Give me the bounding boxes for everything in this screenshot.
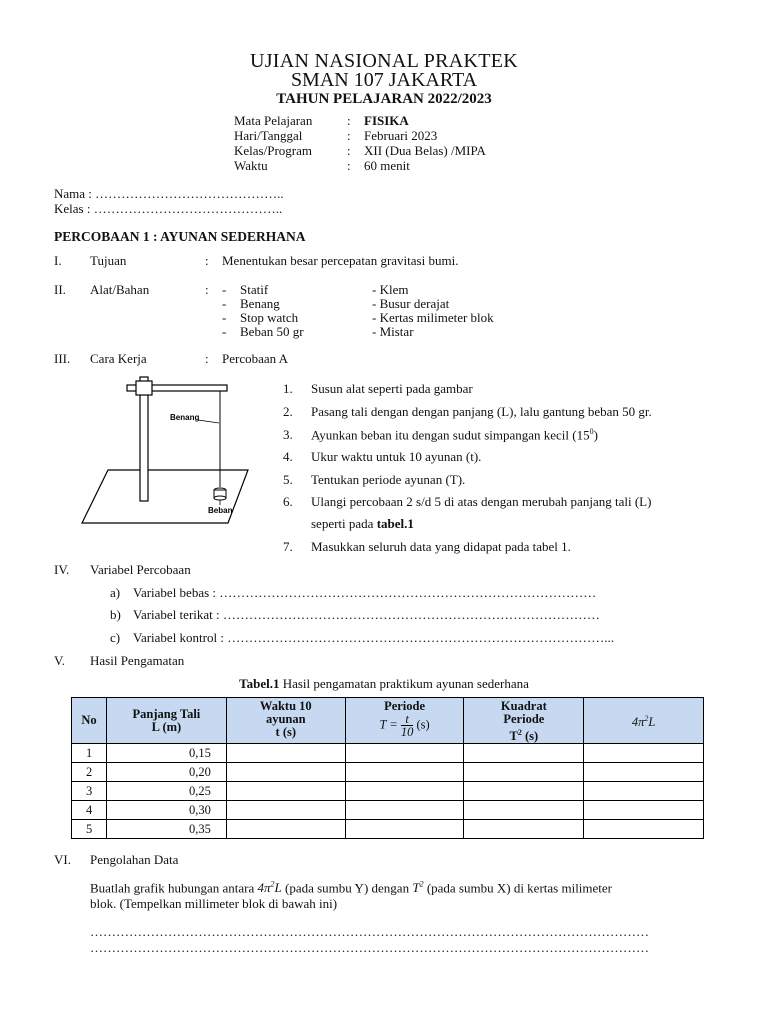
header-no: No [72,698,107,744]
student-class-field[interactable]: Kelas : …………………………………….. [54,201,283,216]
fourpi-pi: π [638,715,645,730]
info-sep: : [347,143,351,158]
step-text: Susun alat seperti pada gambar [311,381,473,396]
step-number: 4. [283,449,293,464]
step-number: 6. [283,494,293,509]
instruction-paragraph-line2: blok. (Tempelkan millimeter blok di bawah ini) [90,896,338,911]
cell-period-squared[interactable] [464,782,584,801]
table-caption [0,676,768,692]
step-number: 5. [283,472,293,487]
variable-letter: a) [110,585,121,600]
formula-T-exp: 2 [419,880,424,889]
step-text: Ulangi percobaan 2 s/d 5 di atas dengan merubah panjang tali (L) [311,494,652,509]
info-sep: : [347,128,351,143]
cell-four-pi-squared-l[interactable] [584,763,704,782]
table-row [72,763,704,782]
fraction-numerator: t [401,713,414,726]
cell-no: 3 [72,782,107,801]
variable-letter: c) [110,630,121,645]
cell-no: 2 [72,763,107,782]
header-period [345,698,464,744]
fourpi-L: L [648,715,656,730]
step-text [311,516,414,532]
info-value: FISIKA [364,113,409,128]
cell-no: 1 [72,744,107,763]
exam-title: UJIAN NASIONAL PRAKTEK [249,50,519,72]
cell-period[interactable] [345,763,464,782]
fraction-denominator: 10 [400,725,414,739]
step-text-main: seperti pada [311,516,377,531]
section-num: IV. [54,562,70,577]
cell-period-squared[interactable] [464,744,584,763]
section-label: Alat/Bahan [90,282,150,297]
table-row [72,801,704,820]
table-header-row [72,698,704,744]
formula-pi: π [264,880,271,896]
period-T: T = [379,717,398,732]
step-text: Pasang tali dengan dengan panjang (L), lalu gantung beban 50 gr. [311,404,652,419]
header-sq-line2: Periode [503,712,545,726]
answer-dotline[interactable]: ………………………………………………………………………………………………………………… [90,924,649,939]
table-caption-text: Hasil pengamatan praktikum ayunan sederhana [279,676,529,691]
step-number: 2. [283,404,293,419]
sq-exp: 2 [517,728,522,737]
formula-T2 [412,880,423,895]
section-num: V. [54,653,65,668]
material-item: - Klem [372,282,409,297]
pendulum-diagram [80,375,260,525]
formula-exp: 2 [270,880,275,889]
cell-no: 4 [72,801,107,820]
header-length-line2: L (m) [151,719,182,734]
formula-4pi2L [258,880,282,895]
cell-period[interactable] [345,820,464,839]
cell-four-pi-squared-l[interactable] [584,744,704,763]
table-row [72,820,704,839]
instruction-text: (pada sumbu Y) dengan [281,880,413,896]
table-caption-label: Tabel.1 [239,676,280,691]
material-item: - Busur derajat [372,296,450,311]
instruction-text: Buatlah grafik hubungan antara [90,880,258,896]
section-label: Hasil Pengamatan [90,653,185,668]
section-num: I. [54,253,62,268]
cell-four-pi-squared-l[interactable] [584,801,704,820]
material-item: - Kertas milimeter blok [372,310,494,325]
header-length [106,698,226,744]
cell-period-squared[interactable] [464,763,584,782]
cell-length: 0,20 [106,763,226,782]
load-label: Beban [208,506,233,515]
bullet-dash: - [222,310,227,325]
sq-unit: (s) [524,729,539,744]
info-value: XII (Dua Belas) /MIPA [364,143,486,158]
header-length-line1: Panjang Tali [132,706,201,721]
material-item: Stop watch [240,310,299,325]
experiment-title: PERCOBAAN 1 : AYUNAN SEDERHANA [54,229,306,244]
info-label: Kelas/Program [234,143,312,158]
section-label: Pengolahan Data [90,852,179,867]
section-label: Cara Kerja [90,351,147,366]
cell-length: 0,15 [106,744,226,763]
period-unit: (s) [416,717,430,732]
objective-text: Menentukan besar percepatan gravitasi bumi. [222,253,459,268]
cell-period-squared[interactable] [464,820,584,839]
formula-T: T [412,880,420,896]
info-label: Mata Pelajaran [234,113,313,128]
academic-year: TAHUN PELAJARAN 2022/2023 [276,91,492,107]
degree-sup: 0 [589,427,594,436]
table-reference: tabel.1 [376,516,414,531]
cell-no: 5 [72,820,107,839]
info-value: Februari 2023 [364,128,438,143]
procedure-subtitle: Percobaan A [222,351,289,366]
info-label: Waktu [234,158,268,173]
cell-time[interactable] [226,763,345,782]
cell-time[interactable] [226,820,345,839]
header-period-squared [464,698,584,744]
header-four-pi-squared-l [584,698,704,744]
section-sep: : [205,253,209,268]
section-sep: : [205,282,209,297]
info-sep: : [347,158,351,173]
cell-four-pi-squared-l[interactable] [584,820,704,839]
school-name: SMAN 107 JAKARTA [290,69,478,91]
step-text [311,427,598,443]
answer-dotline[interactable]: ………………………………………………………………………………………………………………… [90,940,649,955]
material-item: Beban 50 gr [240,324,304,339]
cell-time[interactable] [226,782,345,801]
pendulum-illustration [80,375,260,525]
header-time-line2: ayunan [265,712,306,726]
variable-dependent-field[interactable]: Variabel terikat : …………………………………………………………………………… [133,607,600,622]
material-item: - Mistar [372,324,414,339]
fourpi-exp: 2 [644,714,649,723]
period-formula [346,713,464,738]
cell-period-squared[interactable] [464,801,584,820]
step-text-tail: ) [593,427,598,443]
step-text: Tentukan periode ayunan (T). [311,472,466,487]
header-time-line3: t (s) [275,725,297,739]
cell-time[interactable] [226,744,345,763]
formula-4: 4 [257,880,264,896]
bullet-dash: - [222,282,227,297]
cell-four-pi-squared-l[interactable] [584,782,704,801]
header-time-line1: Waktu 10 [259,699,312,713]
instruction-paragraph-line1 [90,880,612,896]
step-text-main: Ayunkan beban itu dengan sudut simpangan kecil (15 [311,427,590,443]
step-text: Masukkan seluruh data yang didapat pada tabel 1. [311,539,571,554]
header-time [226,698,345,744]
section-num: III. [54,351,71,366]
bullet-dash: - [222,296,227,311]
cell-period[interactable] [345,801,464,820]
sq-T: T [509,729,518,744]
section-label: Variabel Percobaan [90,562,191,577]
section-sep: : [205,351,209,366]
header-sq-line1: Kuadrat [500,699,547,713]
cell-time[interactable] [226,801,345,820]
section-num: II. [54,282,66,297]
cell-length: 0,25 [106,782,226,801]
header-sq-line3 [464,726,583,743]
material-item: Benang [240,296,280,311]
cell-period[interactable] [345,744,464,763]
cell-length: 0,35 [106,820,226,839]
cell-length: 0,30 [106,801,226,820]
section-label: Tujuan [90,253,127,268]
bullet-dash: - [222,324,227,339]
thread-label: Benang [170,413,200,422]
step-number: 7. [283,539,293,554]
info-sep: : [347,113,351,128]
step-number: 1. [283,381,293,396]
header-period-line1: Periode [384,699,426,713]
student-name-field[interactable]: Nama : …………………………………….. [54,186,284,201]
info-label: Hari/Tanggal [234,128,303,143]
info-value: 60 menit [364,158,410,173]
instruction-text: (pada sumbu X) di kertas milimeter [423,880,613,896]
variable-independent-field[interactable]: Variabel bebas : …………………………………………………………………………… [133,585,597,600]
period-fraction [401,713,414,738]
step-number: 3. [283,427,293,442]
material-item: Statif [240,282,269,297]
section-num: VI. [54,852,71,867]
variable-control-field[interactable]: Variabel kontrol : ……………………………………………………………………………... [133,630,614,645]
fourpi-4: 4 [631,715,639,730]
table-row [72,744,704,763]
cell-period[interactable] [345,782,464,801]
step-text: Ukur waktu untuk 10 ayunan (t). [311,449,482,464]
observation-table [71,697,704,839]
table-row [72,782,704,801]
formula-L: L [274,880,282,896]
variable-letter: b) [110,607,121,622]
